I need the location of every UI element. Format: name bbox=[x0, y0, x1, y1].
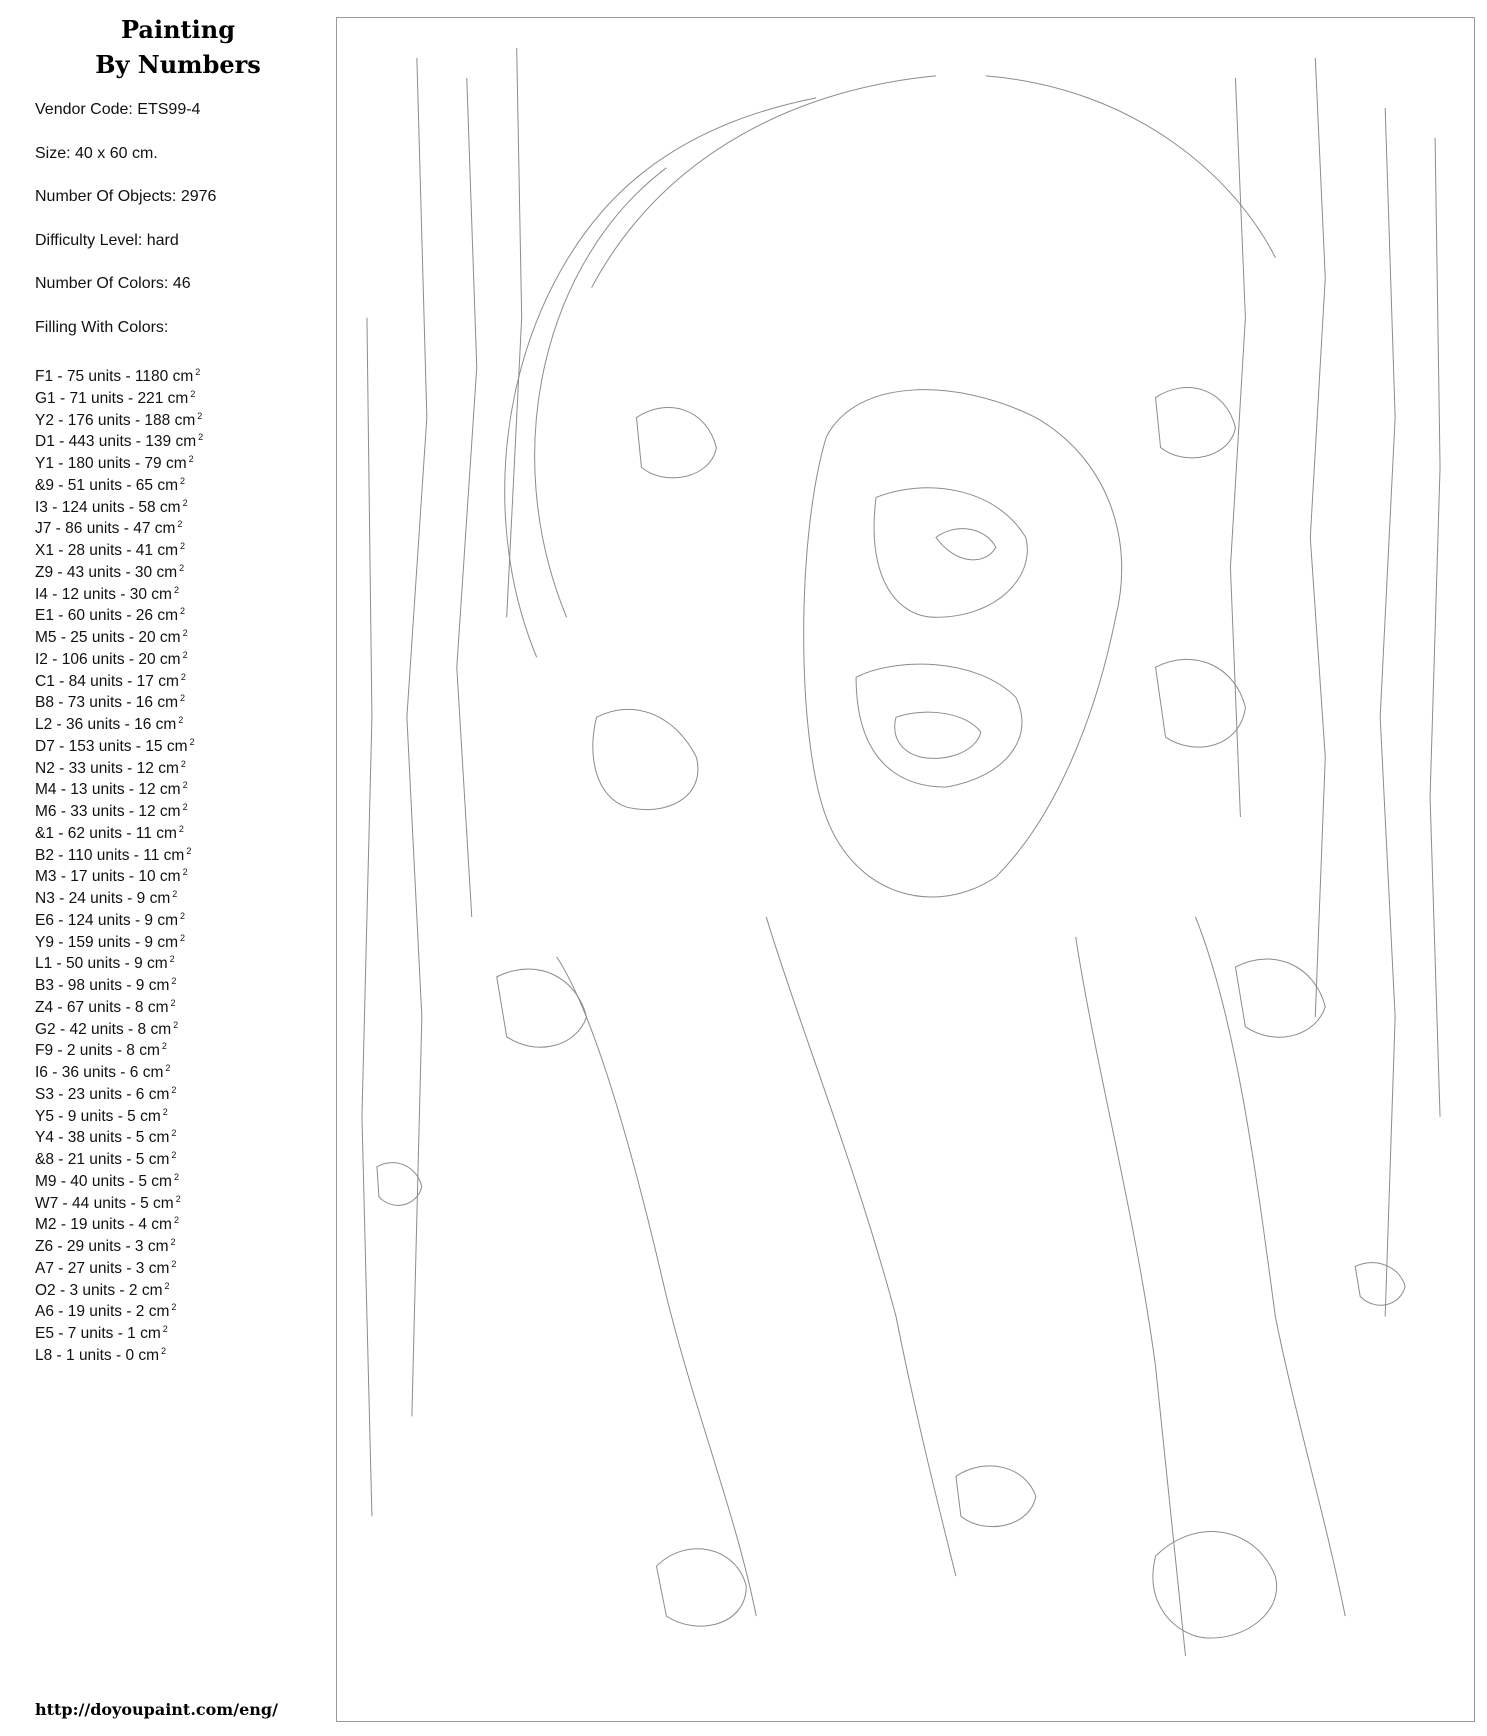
color-item-text: L2 - 36 units - 16 cm bbox=[35, 716, 177, 733]
color-item-text: D7 - 153 units - 15 cm bbox=[35, 737, 188, 755]
unit-superscript: 2 bbox=[171, 1258, 177, 1269]
unit-superscript: 2 bbox=[182, 628, 188, 638]
drip-2 bbox=[457, 78, 477, 917]
blob-3 bbox=[956, 1466, 1036, 1527]
texture-3 bbox=[636, 408, 716, 478]
color-item bbox=[35, 558, 325, 580]
color-item bbox=[35, 1015, 325, 1037]
blob-1 bbox=[1153, 1532, 1277, 1638]
color-item-text: N3 - 24 units - 9 cm bbox=[35, 890, 171, 907]
unit-superscript: 2 bbox=[171, 1150, 177, 1160]
texture-6 bbox=[1235, 959, 1325, 1037]
eye-contour bbox=[936, 529, 996, 560]
color-item-text: Y4 - 38 units - 5 cm bbox=[35, 1129, 170, 1147]
color-item bbox=[35, 1341, 325, 1363]
color-item bbox=[35, 797, 325, 819]
color-item bbox=[35, 993, 325, 1015]
unit-superscript: 2 bbox=[165, 1063, 171, 1073]
color-item bbox=[35, 732, 325, 754]
drip-5 bbox=[1310, 58, 1325, 1017]
robe-far-right bbox=[1195, 917, 1345, 1616]
page-title bbox=[88, 12, 268, 82]
unit-superscript: 2 bbox=[161, 1041, 167, 1052]
color-item-text: B2 - 110 units - 11 cm bbox=[35, 846, 185, 864]
unit-superscript: 2 bbox=[178, 823, 184, 834]
texture-2 bbox=[1156, 659, 1246, 747]
color-item bbox=[35, 645, 325, 667]
color-item-text: Y2 - 176 units - 188 cm bbox=[35, 411, 196, 429]
texture-1 bbox=[593, 709, 698, 809]
unit-superscript: 2 bbox=[170, 1237, 176, 1247]
color-item-text: &1 - 62 units - 11 cm bbox=[35, 824, 177, 842]
color-item bbox=[35, 688, 325, 710]
color-item bbox=[35, 384, 325, 406]
color-item-text: F1 - 75 units - 1180 cm bbox=[35, 368, 194, 385]
unit-superscript: 2 bbox=[188, 454, 194, 464]
halo-arc-left bbox=[592, 76, 936, 288]
color-item-text: I2 - 106 units - 20 cm bbox=[35, 650, 181, 668]
unit-superscript: 2 bbox=[186, 845, 192, 856]
color-item-text: A7 - 27 units - 3 cm bbox=[35, 1259, 170, 1277]
website-link[interactable]: http://doyoupaint.com/eng/ bbox=[35, 1700, 278, 1719]
color-item-text: B8 - 73 units - 16 cm bbox=[35, 694, 179, 712]
color-item-text: O2 - 3 units - 2 cm bbox=[35, 1281, 163, 1299]
texture-7 bbox=[377, 1163, 422, 1206]
color-item bbox=[35, 971, 325, 993]
color-item bbox=[35, 1102, 325, 1124]
unit-superscript: 2 bbox=[172, 889, 178, 899]
unit-superscript: 2 bbox=[180, 671, 186, 682]
unit-superscript: 2 bbox=[161, 1345, 167, 1356]
unit-superscript: 2 bbox=[173, 1171, 179, 1182]
color-item bbox=[35, 775, 325, 797]
color-item-text: C1 - 84 units - 17 cm bbox=[35, 672, 179, 690]
color-item bbox=[35, 406, 325, 428]
colors-count: Number Of Colors: 46 bbox=[35, 275, 191, 292]
color-item bbox=[35, 427, 325, 449]
unit-superscript: 2 bbox=[190, 388, 196, 399]
unit-superscript: 2 bbox=[173, 1019, 179, 1030]
color-item bbox=[35, 493, 325, 515]
drip-4 bbox=[1230, 78, 1245, 817]
color-item bbox=[35, 667, 325, 689]
color-item-text: B3 - 98 units - 9 cm bbox=[35, 977, 170, 994]
color-item-text: S3 - 23 units - 6 cm bbox=[35, 1085, 170, 1103]
color-item-text: &8 - 21 units - 5 cm bbox=[35, 1151, 170, 1168]
color-item bbox=[35, 1145, 325, 1167]
unit-superscript: 2 bbox=[164, 1280, 170, 1291]
unit-superscript: 2 bbox=[175, 1193, 181, 1204]
drip-3 bbox=[507, 48, 522, 617]
unit-superscript: 2 bbox=[180, 541, 186, 551]
unit-superscript: 2 bbox=[170, 997, 176, 1008]
color-item-text: Y9 - 159 units - 9 cm bbox=[35, 933, 179, 951]
title-line-1: Painting bbox=[121, 15, 235, 44]
color-item bbox=[35, 841, 325, 863]
product-info bbox=[35, 100, 325, 361]
color-item-text: M3 - 17 units - 10 cm bbox=[35, 868, 181, 886]
robe-left bbox=[557, 957, 757, 1616]
unit-superscript: 2 bbox=[182, 649, 188, 660]
color-item bbox=[35, 906, 325, 928]
blob-2 bbox=[656, 1549, 746, 1626]
color-item-text: E6 - 124 units - 9 cm bbox=[35, 911, 179, 929]
color-item bbox=[35, 949, 325, 971]
unit-superscript: 2 bbox=[197, 410, 203, 421]
color-item-text: A6 - 19 units - 2 cm bbox=[35, 1303, 170, 1321]
face-contour-2 bbox=[856, 664, 1022, 787]
color-item bbox=[35, 1058, 325, 1080]
line-art-canvas bbox=[336, 17, 1475, 1722]
color-item-text: G1 - 71 units - 221 cm bbox=[35, 389, 189, 407]
color-item bbox=[35, 1167, 325, 1189]
unit-superscript: 2 bbox=[180, 910, 186, 921]
color-item-text: X1 - 28 units - 41 cm bbox=[35, 542, 179, 559]
objects-count: Number Of Objects: 2976 bbox=[35, 188, 217, 205]
unit-superscript: 2 bbox=[171, 1128, 177, 1139]
color-item-text: F9 - 2 units - 8 cm bbox=[35, 1042, 160, 1060]
color-item bbox=[35, 1123, 325, 1145]
texture-4 bbox=[1156, 388, 1236, 458]
unit-superscript: 2 bbox=[195, 367, 201, 377]
unit-superscript: 2 bbox=[182, 497, 188, 508]
unit-superscript: 2 bbox=[180, 475, 186, 486]
unit-superscript: 2 bbox=[173, 584, 179, 595]
color-item-text: Y1 - 180 units - 79 cm bbox=[35, 455, 187, 472]
unit-superscript: 2 bbox=[171, 1084, 177, 1095]
unit-superscript: 2 bbox=[180, 606, 186, 617]
color-item-text: G2 - 42 units - 8 cm bbox=[35, 1020, 172, 1038]
unit-superscript: 2 bbox=[179, 562, 185, 573]
unit-superscript: 2 bbox=[169, 954, 175, 965]
title-line-2: By Numbers bbox=[95, 50, 261, 79]
halo-arc-left-inner bbox=[535, 168, 667, 617]
color-item-text: M2 - 19 units - 4 cm bbox=[35, 1216, 172, 1234]
color-item-text: Y5 - 9 units - 5 cm bbox=[35, 1107, 161, 1125]
unit-superscript: 2 bbox=[189, 736, 195, 747]
unit-superscript: 2 bbox=[180, 693, 186, 704]
color-item bbox=[35, 449, 325, 471]
unit-superscript: 2 bbox=[182, 867, 188, 878]
color-item bbox=[35, 623, 325, 645]
line-art-drawing bbox=[337, 18, 1474, 1721]
unit-superscript: 2 bbox=[182, 780, 188, 791]
unit-superscript: 2 bbox=[180, 758, 186, 769]
robe-center bbox=[766, 917, 956, 1576]
color-item bbox=[35, 1232, 325, 1254]
color-item bbox=[35, 536, 325, 558]
color-item bbox=[35, 1036, 325, 1058]
color-item-text: Z9 - 43 units - 30 cm bbox=[35, 563, 178, 581]
unit-superscript: 2 bbox=[180, 932, 186, 943]
color-item-text: L1 - 50 units - 9 cm bbox=[35, 955, 168, 973]
robe-right bbox=[1076, 937, 1186, 1656]
color-item-text: D1 - 443 units - 139 cm bbox=[35, 433, 197, 451]
color-item bbox=[35, 514, 325, 536]
unit-superscript: 2 bbox=[173, 1215, 179, 1226]
unit-superscript: 2 bbox=[171, 976, 177, 986]
color-item-text: J7 - 86 units - 47 cm bbox=[35, 520, 176, 538]
color-item bbox=[35, 928, 325, 950]
filling-heading: Filling With Colors: bbox=[35, 318, 169, 336]
color-item-text: &9 - 51 units - 65 cm bbox=[35, 476, 179, 494]
color-item bbox=[35, 1080, 325, 1102]
canvas-size: Size: 40 x 60 cm. bbox=[35, 144, 158, 162]
color-item-text: M6 - 33 units - 12 cm bbox=[35, 803, 181, 820]
color-item bbox=[35, 754, 325, 776]
vendor-code: Vendor Code: ETS99-4 bbox=[35, 101, 201, 118]
color-item bbox=[35, 710, 325, 732]
color-item bbox=[35, 580, 325, 602]
unit-superscript: 2 bbox=[162, 1324, 168, 1334]
color-item-text: E1 - 60 units - 26 cm bbox=[35, 607, 179, 625]
color-item bbox=[35, 819, 325, 841]
color-item bbox=[35, 362, 325, 384]
color-item-text: W7 - 44 units - 5 cm bbox=[35, 1194, 174, 1212]
color-item bbox=[35, 1276, 325, 1298]
color-item-text: M9 - 40 units - 5 cm bbox=[35, 1172, 172, 1190]
color-item bbox=[35, 862, 325, 884]
color-item bbox=[35, 884, 325, 906]
color-item-text: L8 - 1 units - 0 cm bbox=[35, 1346, 160, 1364]
difficulty-level: Difficulty Level: hard bbox=[35, 231, 179, 249]
drip-1 bbox=[407, 58, 427, 1416]
color-item-text: M5 - 25 units - 20 cm bbox=[35, 629, 181, 646]
color-item-text: Z6 - 29 units - 3 cm bbox=[35, 1238, 169, 1255]
color-item-text: N2 - 33 units - 12 cm bbox=[35, 759, 179, 777]
sidebar bbox=[0, 0, 330, 1736]
face-outline bbox=[804, 390, 1122, 897]
color-item bbox=[35, 1297, 325, 1319]
color-list bbox=[35, 362, 325, 1363]
face-contour-3 bbox=[895, 712, 981, 758]
color-item bbox=[35, 1319, 325, 1341]
color-item-text: M4 - 13 units - 12 cm bbox=[35, 781, 181, 799]
unit-superscript: 2 bbox=[182, 802, 188, 812]
drip-6 bbox=[1380, 108, 1395, 1317]
color-item bbox=[35, 601, 325, 623]
unit-superscript: 2 bbox=[162, 1106, 168, 1117]
texture-5 bbox=[497, 969, 587, 1047]
unit-superscript: 2 bbox=[198, 432, 204, 443]
color-item-text: E5 - 7 units - 1 cm bbox=[35, 1325, 161, 1342]
color-item bbox=[35, 1254, 325, 1276]
color-item-text: I6 - 36 units - 6 cm bbox=[35, 1064, 164, 1081]
halo-arc-right bbox=[986, 76, 1275, 258]
drip-8 bbox=[362, 318, 372, 1517]
color-item bbox=[35, 1189, 325, 1211]
color-item bbox=[35, 471, 325, 493]
drip-7 bbox=[1430, 138, 1440, 1117]
texture-8 bbox=[1355, 1263, 1405, 1306]
unit-superscript: 2 bbox=[178, 715, 184, 725]
unit-superscript: 2 bbox=[177, 519, 183, 530]
color-item-text: I4 - 12 units - 30 cm bbox=[35, 585, 172, 603]
color-item bbox=[35, 1210, 325, 1232]
color-item-text: I3 - 124 units - 58 cm bbox=[35, 498, 181, 516]
color-item-text: Z4 - 67 units - 8 cm bbox=[35, 998, 169, 1016]
unit-superscript: 2 bbox=[171, 1302, 177, 1313]
